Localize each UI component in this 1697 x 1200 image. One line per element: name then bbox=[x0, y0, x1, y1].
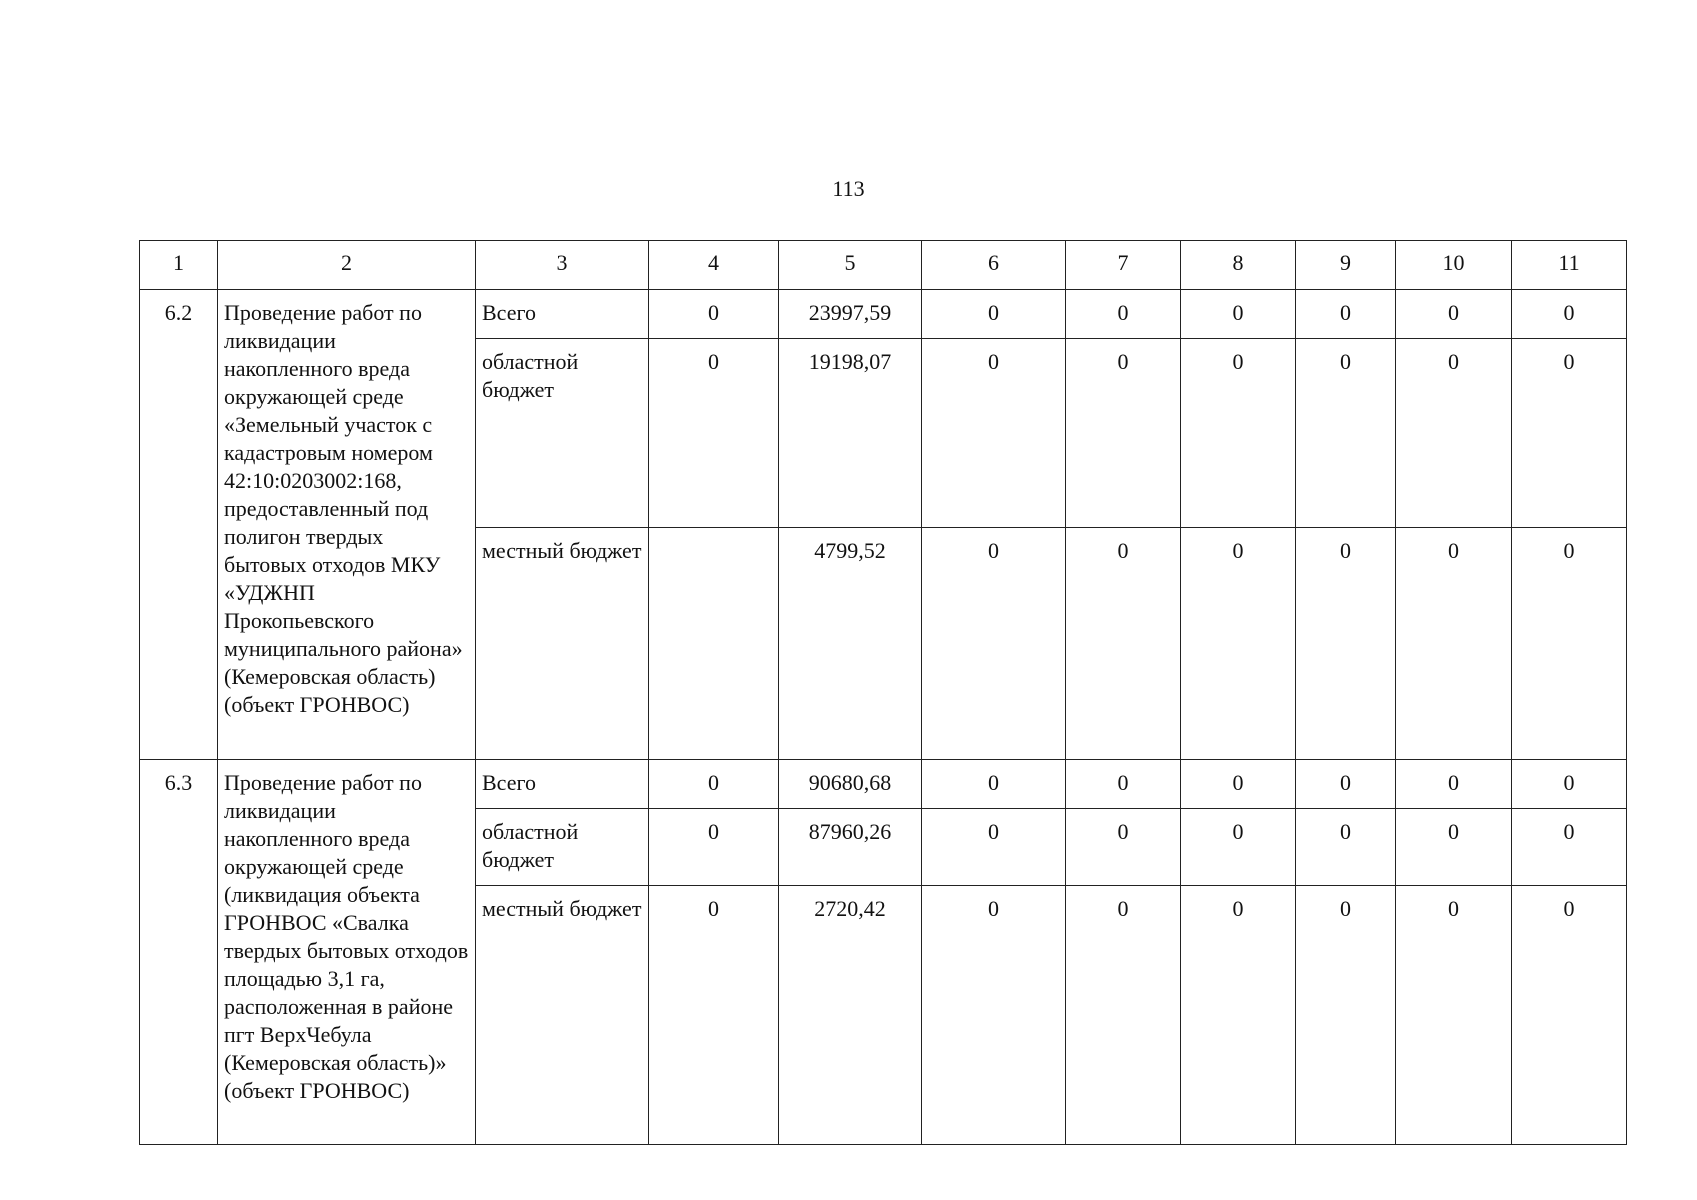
page-number: 113 bbox=[832, 176, 865, 201]
table-header-row bbox=[140, 241, 1627, 290]
value-cell: 90680,68 bbox=[779, 760, 922, 809]
value-cell: 0 bbox=[1066, 528, 1181, 760]
value-cell: 19198,07 bbox=[779, 339, 922, 528]
value-cell: 23997,59 bbox=[779, 290, 922, 339]
value-cell: 0 bbox=[1181, 809, 1296, 886]
column-header: 4 bbox=[649, 241, 779, 290]
value-cell: 0 bbox=[1066, 760, 1181, 809]
value-cell: 0 bbox=[1512, 290, 1627, 339]
value-cell: 0 bbox=[922, 290, 1066, 339]
value-cell: 0 bbox=[1512, 809, 1627, 886]
value-cell: 0 bbox=[1296, 886, 1396, 1145]
value-cell: 0 bbox=[649, 760, 779, 809]
item-number: 6.2 bbox=[140, 290, 218, 760]
value-cell: 0 bbox=[1181, 290, 1296, 339]
value-cell: 0 bbox=[922, 339, 1066, 528]
value-cell: 87960,26 bbox=[779, 809, 922, 886]
value-cell: 0 bbox=[1512, 528, 1627, 760]
column-header: 10 bbox=[1396, 241, 1512, 290]
column-header: 3 bbox=[476, 241, 649, 290]
value-cell: 0 bbox=[1512, 339, 1627, 528]
item-description: Проведение работ по ликвидации накопленного вреда окружающей среде «Земельный участок с кадастровым номером 42:10:0203002:168, предоставленный под полигон твердых бытовых отходов МКУ «УДЖНП Прокопьевского муниципального района» (Кемеровская область) (объект ГРОНВОС) bbox=[218, 290, 476, 760]
table-row bbox=[140, 760, 1627, 809]
value-cell: 0 bbox=[1396, 886, 1512, 1145]
value-cell: 0 bbox=[1396, 760, 1512, 809]
value-cell: 0 bbox=[922, 528, 1066, 760]
value-cell: 0 bbox=[1181, 339, 1296, 528]
value-cell: 0 bbox=[1066, 290, 1181, 339]
value-cell: 0 bbox=[1396, 528, 1512, 760]
funding-source: местный бюджет bbox=[476, 528, 649, 760]
value-cell: 0 bbox=[922, 760, 1066, 809]
value-cell: 0 bbox=[649, 809, 779, 886]
table-row bbox=[140, 290, 1627, 339]
column-header: 11 bbox=[1512, 241, 1627, 290]
value-cell: 0 bbox=[922, 886, 1066, 1145]
value-cell: 0 bbox=[1181, 760, 1296, 809]
value-cell: 0 bbox=[1512, 886, 1627, 1145]
funding-source: областной бюджет bbox=[476, 339, 649, 528]
value-cell: 0 bbox=[1066, 809, 1181, 886]
funding-source: местный бюджет bbox=[476, 886, 649, 1145]
value-cell bbox=[649, 528, 779, 760]
value-cell: 0 bbox=[1396, 290, 1512, 339]
budget-table bbox=[139, 240, 1627, 1145]
value-cell: 2720,42 bbox=[779, 886, 922, 1145]
value-cell: 0 bbox=[1396, 809, 1512, 886]
value-cell: 0 bbox=[1181, 886, 1296, 1145]
value-cell: 0 bbox=[649, 339, 779, 528]
value-cell: 0 bbox=[1066, 339, 1181, 528]
value-cell: 0 bbox=[922, 809, 1066, 886]
column-header: 1 bbox=[140, 241, 218, 290]
value-cell: 0 bbox=[1066, 886, 1181, 1145]
value-cell: 0 bbox=[649, 290, 779, 339]
value-cell: 0 bbox=[1296, 809, 1396, 886]
value-cell: 0 bbox=[1396, 339, 1512, 528]
funding-source: Всего bbox=[476, 760, 649, 809]
column-header: 6 bbox=[922, 241, 1066, 290]
column-header: 5 bbox=[779, 241, 922, 290]
column-header: 8 bbox=[1181, 241, 1296, 290]
column-header: 7 bbox=[1066, 241, 1181, 290]
column-header: 2 bbox=[218, 241, 476, 290]
value-cell: 0 bbox=[1296, 760, 1396, 809]
funding-source: областной бюджет bbox=[476, 809, 649, 886]
value-cell: 0 bbox=[649, 886, 779, 1145]
value-cell: 0 bbox=[1512, 760, 1627, 809]
value-cell: 0 bbox=[1296, 290, 1396, 339]
column-header: 9 bbox=[1296, 241, 1396, 290]
value-cell: 0 bbox=[1296, 528, 1396, 760]
item-number: 6.3 bbox=[140, 760, 218, 1145]
value-cell: 0 bbox=[1296, 339, 1396, 528]
funding-source: Всего bbox=[476, 290, 649, 339]
item-description: Проведение работ по ликвидации накопленного вреда окружающей среде (ликвидация объекта ГРОНВОС «Свалка твердых бытовых отходов площадью 3,1 га, расположенная в районе пгт ВерхЧебула (Кемеровская область)» (объект ГРОНВОС) bbox=[218, 760, 476, 1145]
value-cell: 0 bbox=[1181, 528, 1296, 760]
value-cell: 4799,52 bbox=[779, 528, 922, 760]
